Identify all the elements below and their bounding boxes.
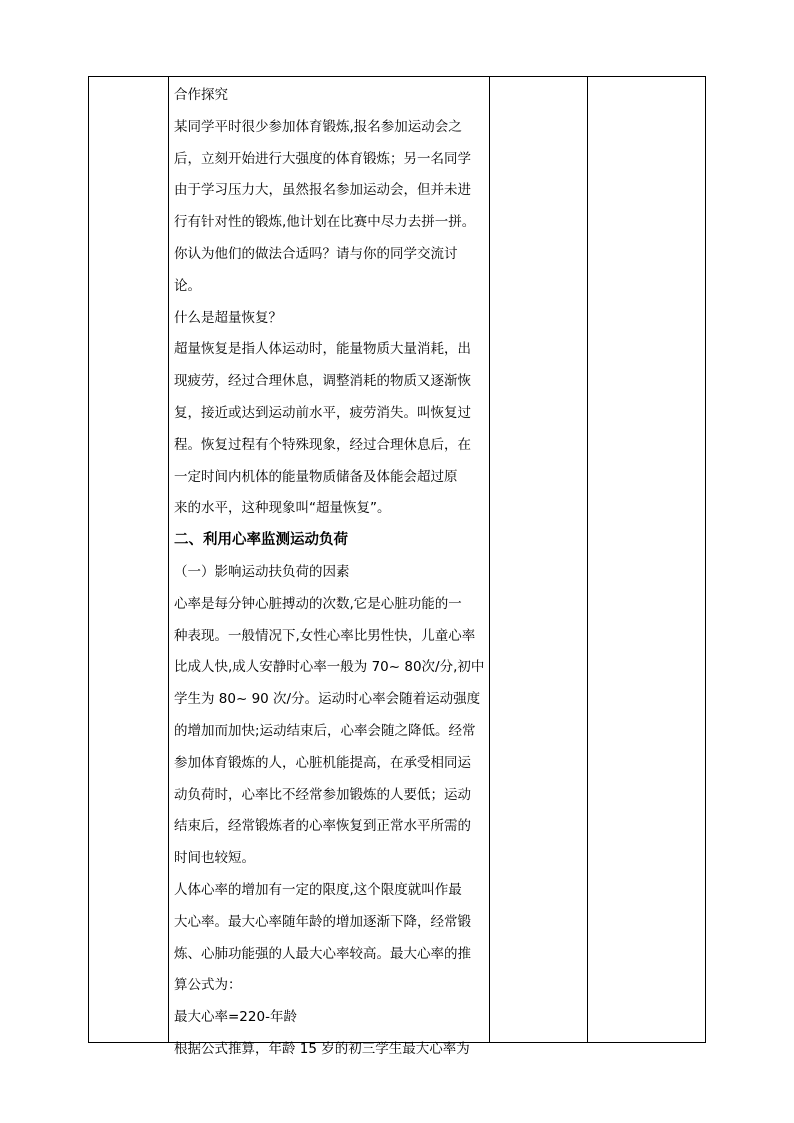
text-line: 复，接近或达到运动前水平，疲劳消失。叫恢复过	[174, 404, 471, 421]
text-line: 一定时间内机体的能量物质储备及体能会超过原	[174, 468, 458, 485]
text-line: 来的水平，这种现象叫“超量恢复”。	[174, 500, 391, 517]
text-line: 的增加而加快;运动结束后，心率会随之降低。经常	[174, 722, 476, 739]
text-line: 超量恢复是指人体运动时，能量物质大量消耗，出	[174, 341, 471, 358]
column-divider	[587, 77, 588, 1042]
subsection-heading: （一）影响运动扶负荷的因素	[174, 563, 350, 580]
text-line: 种表现。一般情况下,女性心率比男性快，儿童心率	[174, 627, 476, 644]
text-line: 大心率。最大心率随年龄的增加逐渐下降，经常锻	[174, 913, 471, 930]
text-line: 根据公式推算，年龄 15 岁的初三学生最大心率为	[174, 1040, 470, 1057]
text-line: 合作探究	[174, 87, 228, 103]
section-heading: 二、利用心率监测运动负荷	[174, 532, 348, 549]
text-line: 算公式为：	[174, 977, 242, 994]
text-line: 动负荷时，心率比不经常参加锻炼的人要低；运动	[174, 786, 471, 803]
text-line: 人体心率的增加有一定的限度,这个限度就叫作最	[174, 881, 462, 898]
text-line: 最大心率=220-年龄	[174, 1009, 297, 1026]
text-line: 由于学习压力大，虽然报名参加运动会，但并未进	[174, 182, 471, 199]
text-line: 时间也较短。	[174, 850, 255, 867]
text-line: 心率是每分钟心脏搏动的次数,它是心脏功能的一	[174, 595, 462, 612]
text-line: 你认为他们的做法合适吗？请与你的同学交流讨	[174, 245, 458, 262]
text-line: 行有针对性的锻炼,他计划在比赛中尽力去拼一拼。	[174, 214, 476, 231]
text-line: 结束后，经常锻炼者的心率恢复到正常水平所需的	[174, 818, 471, 835]
text-line: 比成人快,成人安静时心率一般为 70~ 80次/分,初中	[174, 659, 485, 676]
column-divider	[489, 77, 490, 1042]
column-divider	[168, 77, 169, 1042]
text-line: 参加体育锻炼的人，心脏机能提高，在承受相同运	[174, 754, 471, 771]
text-line: 学生为 80~ 90 次/分。运动时心率会随着运动强度	[174, 691, 481, 708]
text-line: 现疲劳，经过合理休息，调整消耗的物质又逐渐恢	[174, 373, 471, 390]
text-line: 论。	[174, 277, 201, 294]
text-line: 后，立刻开始进行大强度的体育锻炼；另一名同学	[174, 150, 471, 167]
lesson-content-cell	[174, 80, 486, 1066]
text-line: 什么是超量恢复？	[174, 309, 282, 326]
text-line: 炼、心肺功能强的人最大心率较高。最大心率的推	[174, 945, 471, 962]
text-line: 某同学平时很少参加体育锻炼,报名参加运动会之	[174, 118, 462, 135]
text-line: 程。恢复过程有个特殊现象，经过合理休息后，在	[174, 436, 471, 453]
